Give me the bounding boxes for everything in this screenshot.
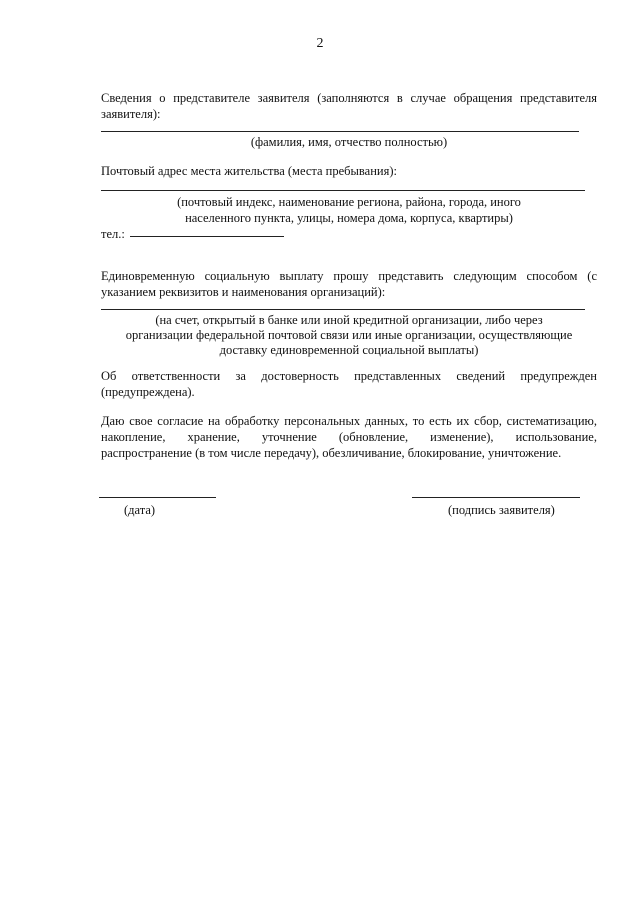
address-heading: Почтовый адрес места жительства (места пребывания): — [101, 164, 397, 178]
payment-caption-line2: организации федеральной почтовой связи или иные организации, осуществляющие — [125, 328, 573, 342]
address-caption-line2: населенного пункта, улицы, номера дома, корпуса, квартиры) — [185, 211, 513, 225]
representative-name-line — [101, 131, 579, 132]
payment-caption-line3: доставку единовременной социальной выплаты) — [219, 343, 479, 357]
consent-line2: накопление, хранение, уточнение (обновление, изменение), использование, — [101, 430, 597, 444]
page-number: 2 — [316, 36, 324, 51]
date-line — [99, 497, 216, 498]
responsibility-line1: Об ответственности за достоверность представленных сведений предупрежден — [101, 369, 597, 383]
consent-line3: распространение (в том числе передачу), обезличивание, блокирование, уничтожение. — [101, 446, 562, 460]
payment-heading-line2: указанием реквизитов и наименования организаций): — [101, 285, 386, 299]
signature-caption: (подпись заявителя) — [448, 503, 555, 517]
phone-label: тел.: — [101, 227, 125, 241]
payment-line — [101, 309, 585, 310]
representative-name-caption: (фамилия, имя, отчество полностью) — [250, 135, 448, 149]
address-line — [101, 190, 585, 191]
date-caption: (дата) — [124, 503, 156, 517]
signature-line — [412, 497, 580, 498]
payment-heading-line1: Единовременную социальную выплату прошу представить следующим способом (с — [101, 269, 597, 283]
representative-heading-line2: заявителя): — [101, 107, 161, 121]
responsibility-line2: (предупреждена). — [101, 385, 195, 399]
address-caption-line1: (почтовый индекс, наименование региона, района, города, иного — [177, 195, 521, 209]
consent-line1: Даю свое согласие на обработку персональных данных, то есть их сбор, систематизацию, — [101, 414, 597, 428]
representative-heading-line1: Сведения о представителе заявителя (заполняются в случае обращения представителя — [101, 91, 597, 105]
phone-line — [130, 236, 284, 237]
payment-caption-line1: (на счет, открытый в банке или иной кредитной организации, либо через — [155, 313, 543, 327]
